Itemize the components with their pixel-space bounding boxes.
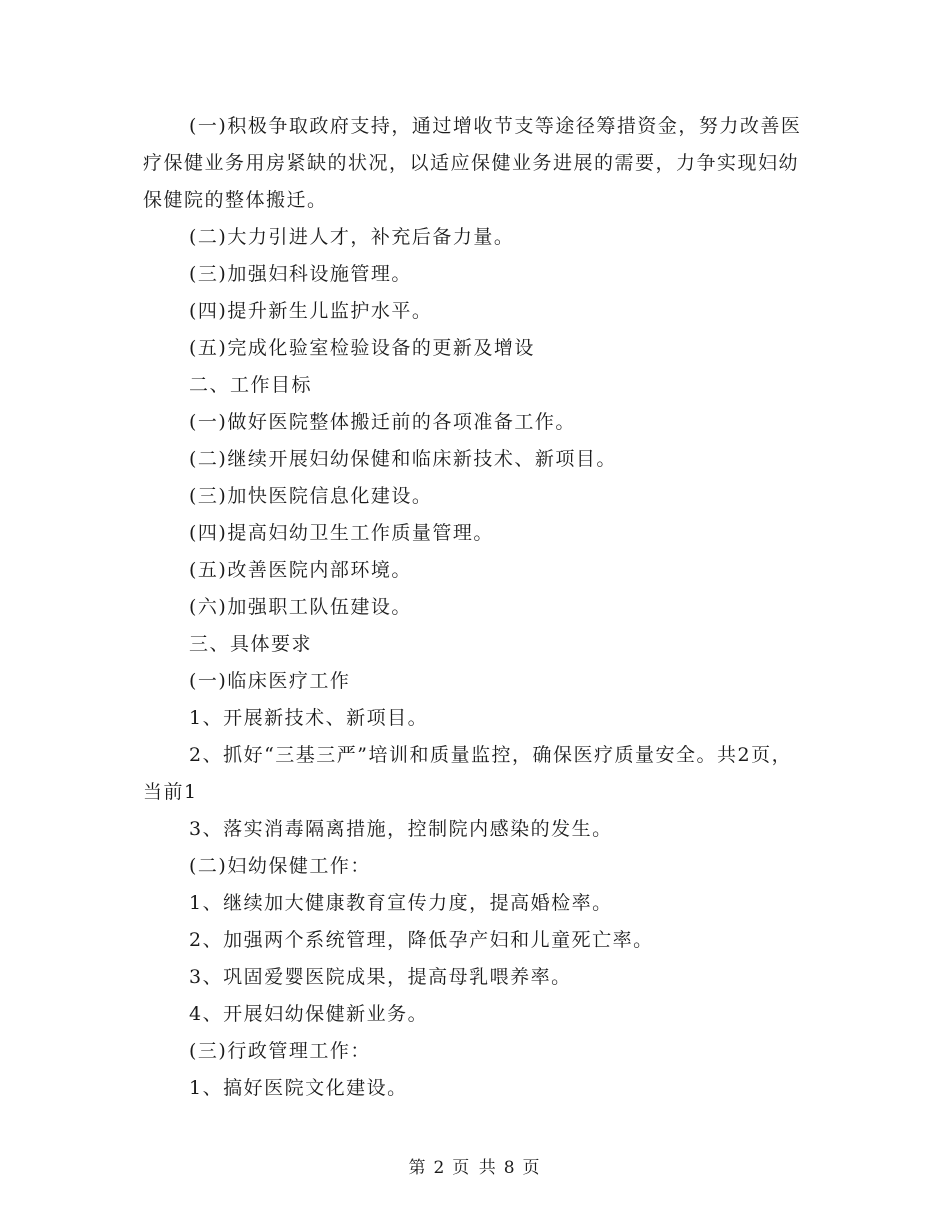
paragraph: (一)做好医院整体搬迁前的各项准备工作。 — [189, 411, 576, 433]
footer-prefix: 第 — [408, 1158, 428, 1178]
section-heading: 三、具体要求 — [189, 633, 313, 655]
paragraph: (一)临床医疗工作 — [189, 670, 351, 692]
page-number-current: 2 — [433, 1158, 447, 1178]
paragraph: (三)行政管理工作： — [189, 1040, 371, 1062]
paragraph: (二)妇幼保健工作： — [189, 855, 371, 877]
paragraph: 1、开展新技术、新项目。 — [189, 707, 429, 729]
paragraph: 3、巩固爱婴医院成果，提高母乳喂养率。 — [189, 966, 572, 988]
paragraph: (三)加强妇科设施管理。 — [189, 263, 412, 285]
page-footer — [0, 1153, 950, 1178]
paragraph: 1、继续加大健康教育宣传力度，提高婚检率。 — [189, 892, 613, 914]
paragraph: (三)加快医院信息化建设。 — [189, 485, 433, 507]
paragraph: (四)提高妇幼卫生工作质量管理。 — [189, 522, 494, 544]
paragraph: (六)加强职工队伍建设。 — [189, 596, 412, 618]
paragraph: 4、开展妇幼保健新业务。 — [189, 1003, 429, 1025]
paragraph: (五)完成化验室检验设备的更新及增设 — [189, 337, 535, 359]
paragraph: 1、搞好医院文化建设。 — [189, 1077, 408, 1099]
paragraph: (五)改善医院内部环境。 — [189, 559, 412, 581]
paragraph: (二)大力引进人才，补充后备力量。 — [189, 226, 515, 248]
footer-suffix: 页 — [522, 1158, 542, 1178]
paragraph: 2、加强两个系统管理，降低孕产妇和儿童死亡率。 — [189, 929, 654, 951]
page-number-total: 8 — [503, 1158, 517, 1178]
paragraph: (四)提升新生儿监护水平。 — [189, 300, 433, 322]
paragraph: 3、落实消毒隔离措施，控制院内感染的发生。 — [189, 818, 613, 840]
footer-mid: 页 共 — [452, 1158, 498, 1178]
paragraph: (二)继续开展妇幼保健和临床新技术、新项目。 — [189, 448, 617, 470]
section-heading: 二、工作目标 — [189, 374, 313, 396]
document-body — [143, 108, 803, 1107]
paragraph: (一)积极争取政府支持，通过增收节支等途径筹措资金，努力改善医疗保健业务用房紧缺的状况，以适应保健业务进展的需要，力争实现妇幼保健院的整体搬迁。 — [143, 115, 802, 211]
paragraph: 2、抓好“三基三严”培训和质量监控，确保医疗质量安全。共2页，当前1 — [143, 744, 793, 803]
